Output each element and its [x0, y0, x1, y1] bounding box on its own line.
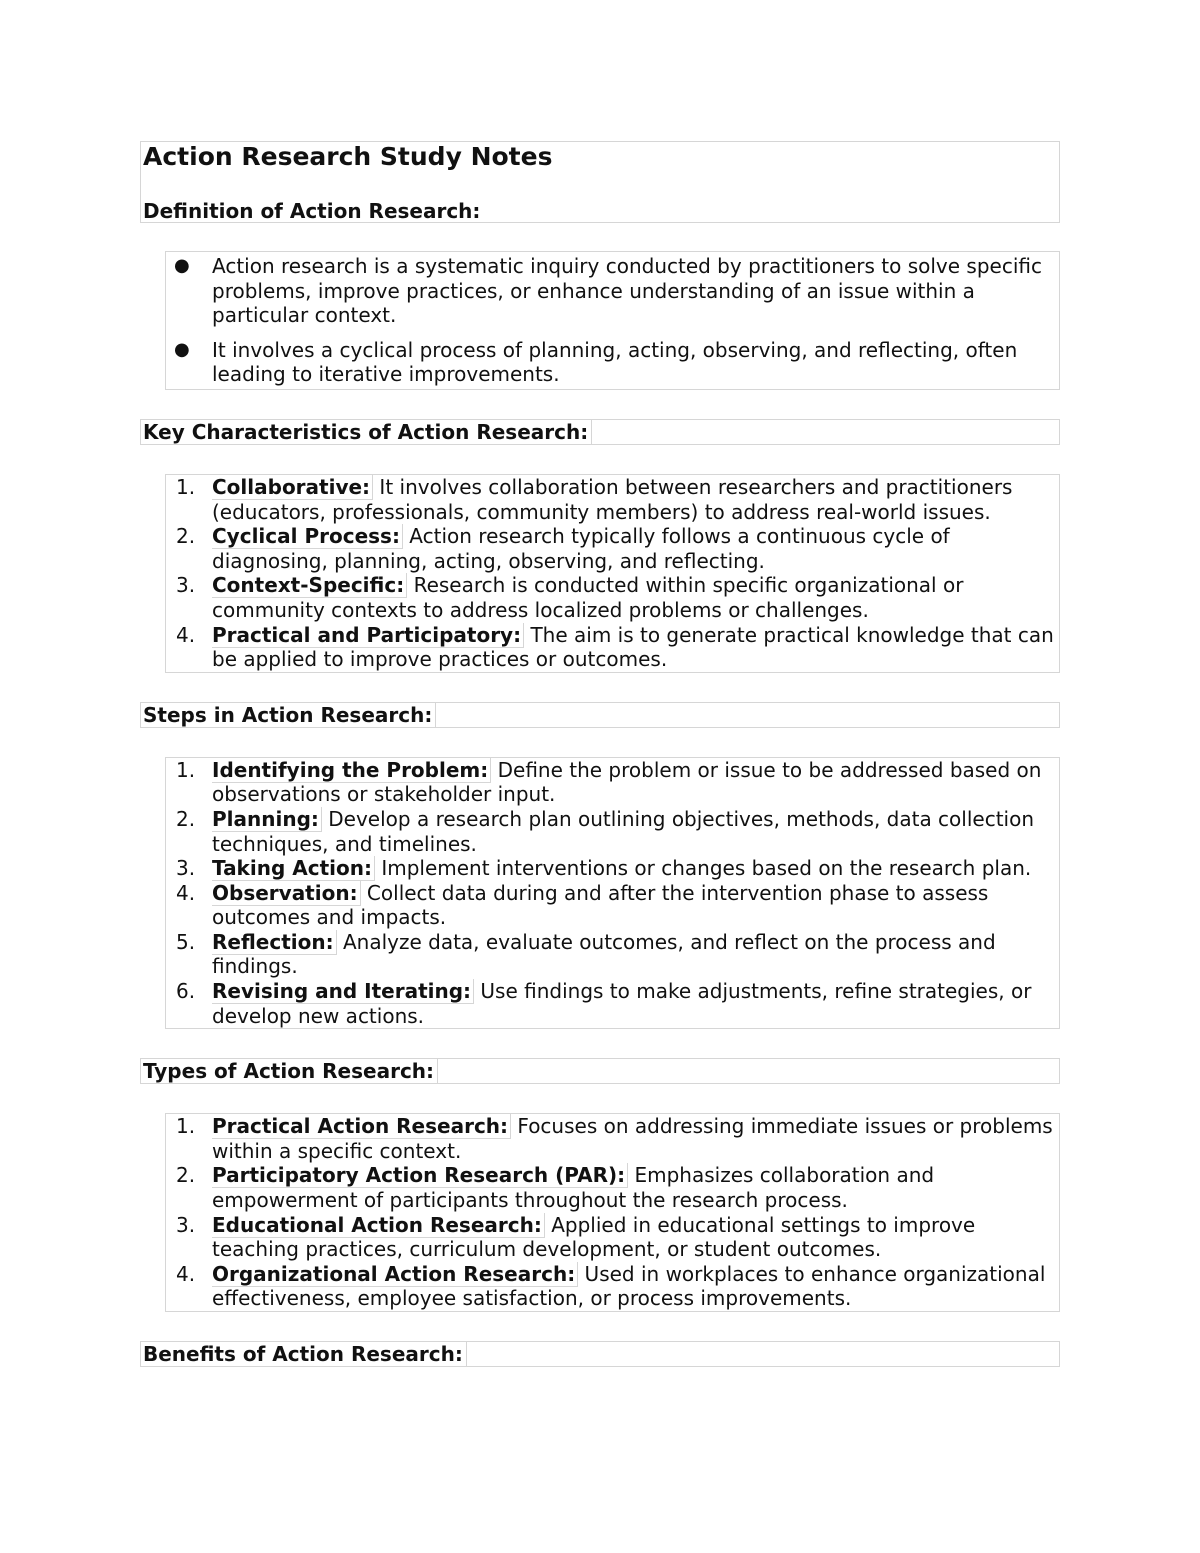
definition-text: It involves a cyclical process of planning, acting, observing, and reflecting, often leading to iterative improvements. [212, 337, 1018, 387]
section-heading-text: Benefits of Action Research: [143, 1342, 467, 1366]
item-term: Organizational Action Research: [212, 1262, 578, 1287]
item-text: Collect data during and after the intervention phase to assess outcomes and impacts. [212, 880, 989, 930]
item-text: Research is conducted within specific organizational or community contexts to address localized problems or challenges. [212, 573, 964, 622]
list-item [166, 807, 1059, 856]
item-text: Define the problem or issue to be addressed based on observations or stakeholder input. [212, 757, 1042, 807]
list-item [166, 856, 1059, 881]
title-block [140, 141, 1060, 223]
list-item [166, 758, 1059, 807]
page-title: Action Research Study Notes [143, 142, 553, 171]
item-text: Use findings to make adjustments, refine strategies, or develop new actions. [212, 979, 1032, 1028]
item-text: Implement interventions or changes based on the research plan. [374, 856, 1032, 881]
list-number: 4. [176, 1261, 196, 1286]
item-term: Taking Action: [212, 856, 375, 881]
list-item [166, 338, 1059, 387]
list-number: 1. [176, 757, 196, 782]
item-term: Reflection: [212, 930, 337, 955]
item-term: Cyclical Process: [212, 524, 403, 549]
list-number: 4. [176, 622, 196, 647]
item-text: Emphasizes collaboration and empowerment of participants throughout the research process. [212, 1163, 935, 1213]
list-number: 5. [176, 929, 196, 954]
item-text: Develop a research plan outlining objectives, methods, data collection techniques, and timelines. [212, 806, 1035, 856]
list-number: 3. [176, 856, 196, 881]
item-text: Focuses on addressing immediate issues or problems within a specific context. [212, 1114, 1053, 1163]
item-term: Planning: [212, 807, 322, 832]
list-item [166, 254, 1059, 328]
item-term: Participatory Action Research (PAR): [212, 1163, 628, 1188]
definition-text: Action research is a systematic inquiry conducted by practitioners to solve specific problems, improve practices, or enhance understanding of an issue within a particular context. [212, 254, 1042, 328]
list-item [166, 1262, 1059, 1311]
item-text: Action research typically follows a continuous cycle of diagnosing, planning, acting, observing, and reflecting. [212, 524, 950, 573]
item-term: Revising and Iterating: [212, 979, 474, 1004]
section-heading-text: Types of Action Research: [143, 1059, 438, 1083]
steps-list [165, 757, 1060, 1030]
list-number: 4. [176, 880, 196, 905]
list-item [166, 1163, 1059, 1212]
list-item [166, 573, 1059, 622]
section-heading-text: Steps in Action Research: [143, 703, 436, 727]
list-number: 2. [176, 806, 196, 831]
section-heading-characteristics [140, 419, 1060, 445]
item-text: It involves collaboration between researchers and practitioners (educators, professionals, community members) to address real-world issues. [212, 474, 1013, 524]
item-term: Collaborative: [212, 475, 373, 500]
section-heading-types [140, 1058, 1060, 1084]
list-item [166, 1213, 1059, 1262]
list-number: 6. [176, 979, 196, 1004]
item-text: Analyze data, evaluate outcomes, and reflect on the process and findings. [212, 929, 996, 979]
list-number: 1. [176, 1114, 196, 1139]
list-number: 3. [176, 573, 196, 598]
list-item [166, 881, 1059, 930]
types-list [165, 1113, 1060, 1312]
item-term: Observation: [212, 881, 361, 906]
item-term: Practical and Participatory: [212, 623, 524, 648]
section-heading-text: Key Characteristics of Action Research: [143, 420, 592, 444]
item-term: Context-Specific: [212, 573, 407, 598]
definition-heading: Definition of Action Research: [143, 199, 481, 223]
section-heading-benefits [140, 1341, 1060, 1367]
list-number: 1. [176, 474, 196, 499]
characteristics-list [165, 474, 1060, 673]
list-item [166, 1114, 1059, 1163]
definition-list [165, 251, 1060, 390]
item-term: Identifying the Problem: [212, 758, 491, 783]
list-number: 2. [176, 524, 196, 549]
list-number: 2. [176, 1163, 196, 1188]
list-item [166, 930, 1059, 979]
bullet-icon: ● [174, 255, 190, 276]
list-number: 3. [176, 1212, 196, 1237]
bullet-icon: ● [174, 338, 190, 360]
list-item [166, 524, 1059, 573]
list-item [166, 979, 1059, 1028]
item-text: The aim is to generate practical knowledge that can be applied to improve practices or outcomes. [212, 622, 1054, 672]
item-text: Used in workplaces to enhance organizational effectiveness, employee satisfaction, or process improvements. [212, 1261, 1046, 1311]
list-item [166, 475, 1059, 524]
list-item [166, 623, 1059, 672]
section-heading-steps [140, 702, 1060, 728]
document-page [140, 141, 1060, 1367]
item-text: Applied in educational settings to improve teaching practices, curriculum development, or student outcomes. [212, 1212, 976, 1262]
item-term: Practical Action Research: [212, 1114, 511, 1139]
item-term: Educational Action Research: [212, 1213, 545, 1238]
